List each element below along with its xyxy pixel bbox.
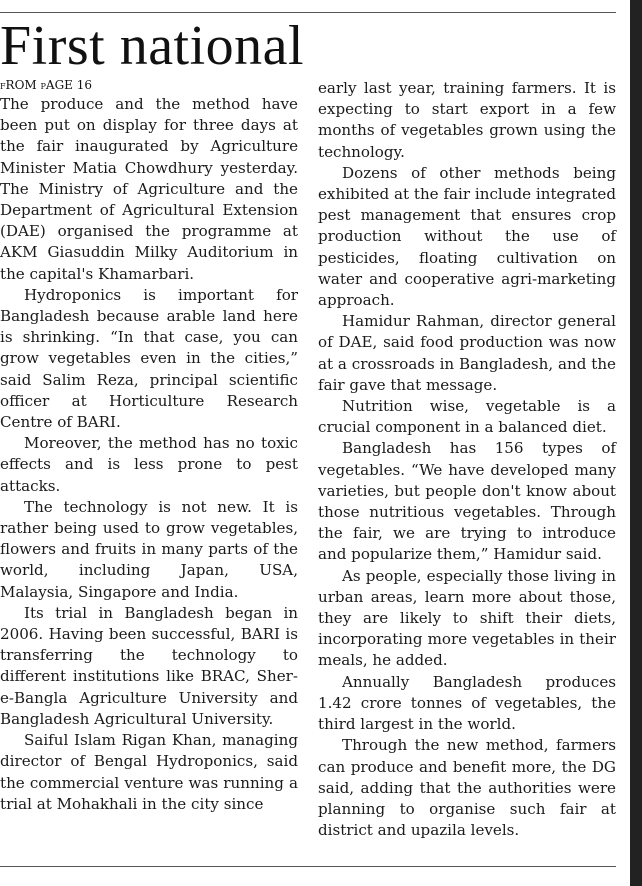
column-right [318,76,616,841]
jump-line: fROM pAGE 16 [0,78,93,92]
paragraph: early last year, training farmers. It is expecting to start export in a few months of vegetables grown using the technology. [318,79,616,161]
paragraph: Bangladesh has 156 types of vegetables. “We have developed many varieties, but people don't know about those nutritious vegetables. Through the fair, we are trying to introduce and popularize them,” Hamidur said. [318,439,616,564]
paragraph: Saiful Islam Rigan Khan, managing director of Bengal Hydroponics, said the commercial venture was running a trial at Mohakhali in the city since [0,731,298,813]
paragraph: Annually Bangladesh produces 1.42 crore tonnes of vegetables, the third largest in the world. [318,672,616,734]
paragraph: Dozens of other methods being exhibited at the fair include integrated pest management that ensures crop production without the use of pesticides, floating cultivation on water and cooperative agri-marketing approach. [318,163,616,310]
paragraph: Moreover, the method has no toxic effects and is less prone to pest attacks. [0,434,298,495]
page-edge [630,0,642,886]
paragraph: The produce and the method have been put on display for three days at the fair inaugurated by Agriculture Minister Matia Chowdhury yesterday. The Ministry of Agriculture and the Department of Agricultural Extension (DAE) organised the programme at AKM Giasuddin Milky Auditorium in the capital's Khamarbari. [0,95,298,283]
paragraph: The technology is not new. It is rather being used to grow vegetables, flowers and fruits in many parts of the world, including Japan, USA, Malaysia, Singapore and India. [0,497,298,601]
headline: First national [0,15,305,77]
paragraph: Through the new method, farmers can produce and benefit more, the DG said, adding that the authorities were planning to organise such fair at district and upazila levels. [318,736,616,840]
paragraph: Its trial in Bangladesh began in 2006. Having been successful, BARI is transferring the technology to different institutions like BRAC, Sher-e-Bangla Agriculture University and Bangladesh Agricultural University. [0,603,298,728]
bottom-rule [0,866,616,867]
paragraph: Hamidur Rahman, director general of DAE, said food production was now at a crossroads in Bangladesh, and the fair gave that message. [318,312,616,394]
top-rule [0,12,616,13]
paragraph: As people, especially those living in urban areas, learn more about those, they are likely to shift their diets, incorporating more vegetables in their meals, he added. [318,566,616,670]
paragraph: Nutrition wise, vegetable is a crucial component in a balanced diet. [318,397,616,437]
paragraph: Hydroponics is important for Bangladesh because arable land here is shrinking. “In that case, you can grow vegetables even in the cities,” said Salim Reza, principal scientific officer at Horticulture Research Centre of BARI. [0,285,298,432]
article-body [0,76,616,841]
column-left [0,76,298,841]
